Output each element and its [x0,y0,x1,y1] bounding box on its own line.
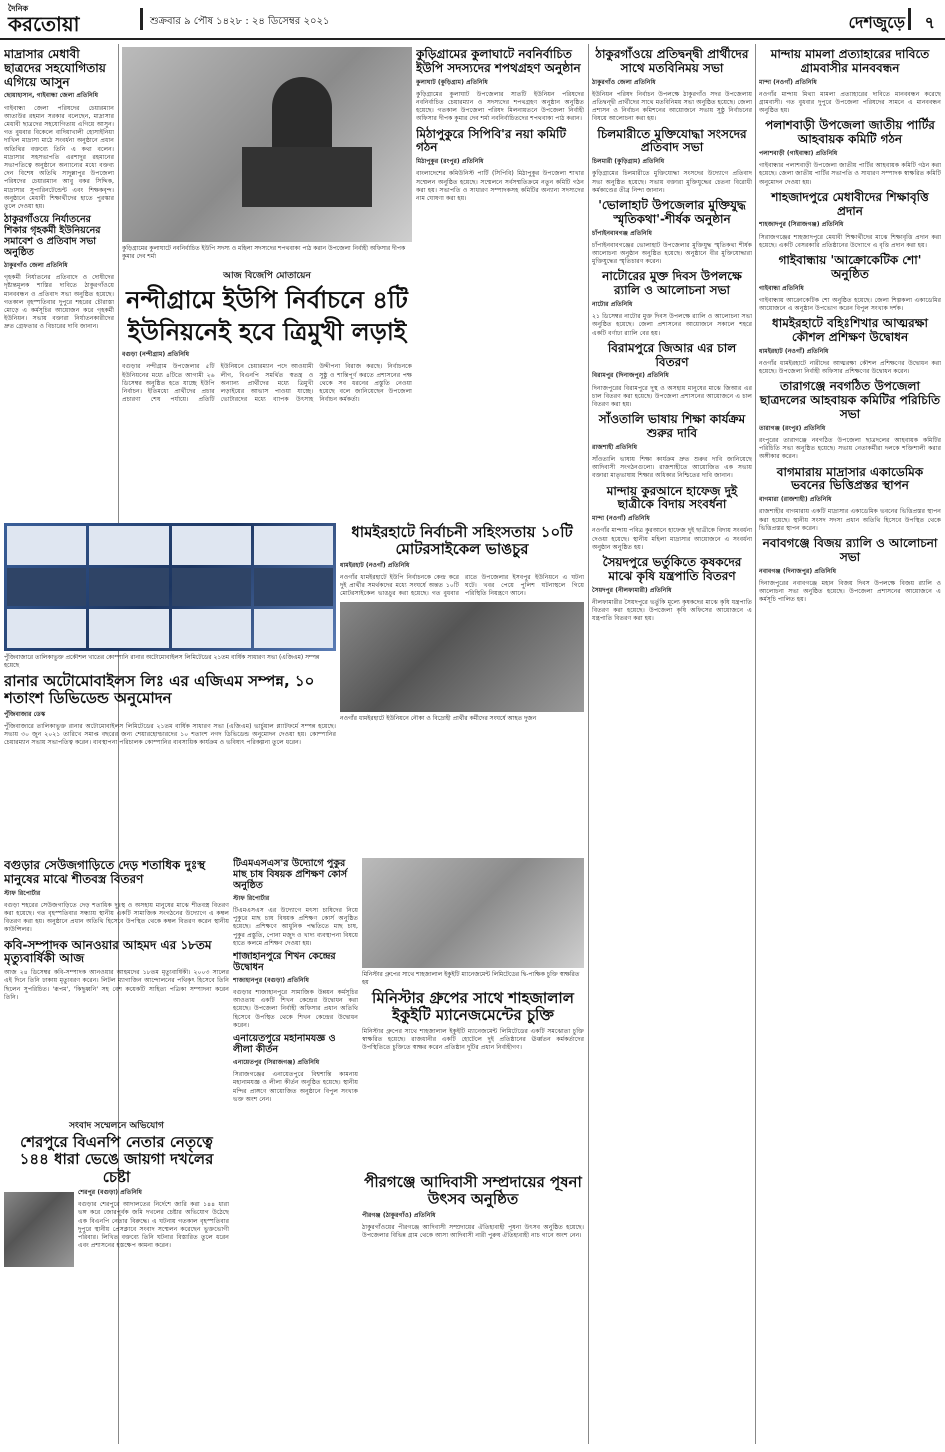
article-body: দিনাজপুরের বিরামপুরে দুস্থ ও অসহায় মানুষের মাঝে জিআর এর চাল বিতরণ করা হয়েছে। উপজেলা প্রশাসনের আয়োজনে এ চাল বিতরণ করা হয়। [592,384,752,409]
article-body: গাইবান্ধায় আক্রোকেটিক শো অনুষ্ঠিত হয়েছে। জেলা শিল্পকলা একাডেমির আয়োজনে এ অনুষ্ঠান উপভোগ করেন বিপুল সংখ্যক দর্শক। [759,296,941,313]
headline: মাদ্রাসার মেধাবী ছাত্রদের সহযোগিতায় এগিয়ে আসুন [4,47,106,89]
headline: বাগমারায় মাদ্রাসার একাডেমিক ভবনের ভিত্তিপ্রস্তর স্থাপন [776,464,924,493]
dateline: শাজাহানপুর (বগুড়া) প্রতিনিধি [233,976,309,984]
article-body: ইউনিয়ন পরিষদ নির্বাচন উপলক্ষে ঠাকুরগাঁও সদর উপজেলায় প্রতিদ্বন্দ্বী প্রার্থীদের সাথে মতবিনিময় সভা অনুষ্ঠিত হয়েছে। জেলা প্রশাসন ও নির্বাচন কমিশনের আয়োজনে সভায় সুষ্ঠু নির্বাচনের বিষয়ে আলোচনা করা হয়। [592,90,752,123]
dateline: চাঁপাইনবাবগঞ্জ প্রতিনিধি [592,229,652,237]
column-four [759,44,941,1444]
photo-oath-ceremony [122,47,412,242]
headline: শাজাহানপুরে শিখন কেন্দ্রের উদ্বোধন [233,950,336,973]
photo-caption: কুড়িগ্রামের কুলাঘাটে নবনির্বাচিত ইউপি সদস্য ও মহিলা সদস্যদের শপথবাক্য পাঠ করান উপজেলা নির্বাহী অফিসার দীপক কুমার দেব শর্মা [122,245,406,260]
dateline: ঠাকুরগাঁও জেলা প্রতিনিধি [592,78,656,86]
photo-caption: নওগাঁর ধামইরহাটে ইউনিয়নে নৌকা ও বিদ্রোহী প্রার্থীর কর্মীদের সংঘর্ষে আহত দুজন [340,715,537,723]
headline: রানার অটোমোবাইলস লিঃ এর এজিএম সম্পন্ন, ১০ শতাংশ ডিভিডেন্ড অনুমোদন [4,672,315,708]
dateline: শুক্রবার ৯ পৌষ ১৪২৮ : ২৪ ডিসেম্বর ২০২১ [150,16,330,27]
newspaper-logo [8,4,79,35]
video-tile [172,609,251,648]
headline: সৈয়দপুরে ভর্তুকিতে কৃষকদের মাঝে কৃষি যন্ত্রপাতি বিতরণ [602,555,742,583]
dateline: ঠাকুরগাঁও জেলা প্রতিনিধি [4,261,68,269]
article-body: চাঁপাইনবাবগঞ্জের ভোলাহাট উপজেলার মুক্তিযুদ্ধ স্মৃতিকথা শীর্ষক আলোচনা অনুষ্ঠান অনুষ্ঠিত হয়েছে। অনুষ্ঠানে বীর মুক্তিযোদ্ধারা মুক্তিযুদ্ধের স্মৃতিচারণ করেন। [592,241,752,266]
dateline: স্টাফ রিপোর্টার [233,894,270,902]
video-tile [7,568,86,607]
speaker-figure [272,77,332,157]
article-body: কুড়িগ্রামের কুলাঘাট উপজেলার সাতটি ইউনিয়ন পরিষদের নবনির্বাচিত চেয়ারম্যান ও সদস্যদের শপথগ্রহণ অনুষ্ঠান অনুষ্ঠিত হয়েছে। গতকাল উপজেলা পরিষদ মিলনায়তনে উপজেলা নির্বাহী অফিসার দীপক কুমার দেব শর্মা নবনির্বাচিতদের শপথবাক্য পাঠ করান। [416,90,584,123]
article-body: মিনিস্টার গ্রুপের সাথে শাহজালাল ইকুইটি ম্যানেজমেন্ট লিমিটেডের একটি সমঝোতা চুক্তি স্বাক্ষরিত হয়েছে। রাজধানীর একটি হোটেলে দুই প্রতিষ্ঠানের ঊর্ধ্বতন কর্মকর্তাদের উপস্থিতিতে চুক্তিতে স্বাক্ষর করেন প্রতিষ্ঠান দুটির প্রধান নির্বাহীগণ। [362,1027,584,1051]
masthead-divider [140,8,143,30]
dateline: বাগমারা (রাজশাহী) প্রতিনিধি [759,496,832,504]
dateline: সৈয়দপুর (নীলফামারী) প্রতিনিধি [592,586,672,594]
column-three [592,44,752,1444]
article-runner-agm [4,520,336,850]
headline: মান্দায় কুরআনে হাফেজ দুই ছাত্রীকে বিদায় সংবর্ধনা [606,483,738,512]
headline: মিঠাপুকুরে সিপিবি'র নয়া কমিটি গঠন [416,126,566,155]
article-body: বগুড়া শহরের সেউজগাড়িতে দেড় শতাধিক দুঃস্থ ও অসহায় মানুষের মাঝে শীতবস্ত্র বিতরণ করা হয়েছে। গত বৃহস্পতিবার সন্ধ্যায় স্থানীয় একটি সামাজিক সংগঠনের উদ্যোগে এ কম্বল বিতরণ করা হয়। অনুষ্ঠানে প্রধান অতিথি হিসেবে উপস্থিত থেকে কম্বল বিতরণ করেন স্থানীয় কাউন্সিলর। [4,901,229,934]
dateline: তারাগঞ্জ (রংপুর) প্রতিনিধি [759,424,826,432]
headline: ধামইরহাটে নির্বাচনী সহিংসতায় ১০টি মোটরসাইকেল ভাঙচুর [351,523,573,559]
article-nandigram [122,270,412,515]
headline: কুড়িগ্রামের কুলাঘাটে নবনির্বাচিত ইউপি সদস্যদের শপথগ্রহণ অনুষ্ঠান [416,47,581,75]
video-tile [7,609,86,648]
dateline: মান্দা (নওগাঁ) প্রতিনিধি [592,515,650,523]
headline: শাহজাদপুরে মেধাবীদের শিক্ষাবৃত্তি প্রদান [771,189,929,218]
dateline: পীরগঞ্জ (ঠাকুরগাঁও) প্রতিনিধি [362,1211,436,1219]
video-conference-grid [4,523,336,651]
article-body: গৃহকর্মী নির্যাতনের প্রতিবাদে ও দোষীদের দৃষ্টান্তমূলক শাস্তির দাবিতে ঠাকুরগাঁওয়ে মানববন্ধন ও প্রতিবাদ সভা অনুষ্ঠিত হয়েছে। গতকাল বৃহস্পতিবার দুপুরে শহরের চৌরাস্তা মোড়ে এ কর্মসূচির আয়োজন করে গৃহকর্মী ইউনিয়ন। সভায় বক্তারা নির্যাতনকারীদের দ্রুত গ্রেফতার ও বিচারের দাবি জানান। [4,274,114,331]
article-body: কুড়িগ্রামের চিলমারীতে মুক্তিযোদ্ধা সংসদের উদ্যোগে প্রতিবাদ সভা অনুষ্ঠিত হয়েছে। সভায় বক্তারা মুক্তিযুদ্ধের চেতনা বিরোধী কর্মকাণ্ডের তীব্র নিন্দা জানান। [592,170,752,194]
article-body: বগুড়ার শাজাহানপুরে সামাজিক উন্নয়ন কর্মসূচির আওতায় একটি শিখন কেন্দ্রের উদ্বোধন করা হয়েছে। উপজেলা নির্বাহী অফিসার প্রধান অতিথি হিসেবে উপস্থিত থেকে শিখন কেন্দ্রের উদ্বোধন করেন। [233,989,358,1029]
dateline: শাহজাদপুর (সিরাজগঞ্জ) প্রতিনিধি [759,221,844,229]
kicker: সংবাদ সম্মেলনে অভিযোগ [69,1121,164,1131]
article-body: আজ ২৪ ডিসেম্বর কবি-সম্পাদক আনওয়ার আহমদের ১৮তম মৃত্যুবার্ষিকী। ২০০৩ সালের এই দিনে তিনি ঢাকায় মৃত্যুবরণ করেন। লিটল ম্যাগাজিন আন্দোলনের পথিকৃৎ হিসেবে তিনি ছিলেন সুপরিচিত। 'রূপম', 'কিছুধ্বনি' সহ বেশ কয়েকটি সাহিত্য পত্রিকা সম্পাদনা করেন তিনি। [4,969,229,1001]
photo-caption: মিনিস্টার গ্রুপের সাথে শাহজালাল ইকুইটি ম্যানেজমেন্ট লিমিটেডের দ্বি-পাক্ষিক চুক্তি স্বাক্ষরিত হয় [362,971,580,986]
headline: ধামইরহাটে বহিঃশিখার আত্মরক্ষা কৌশল প্রশিক্ষণ উদ্বোধন [772,316,928,345]
video-tile [89,568,168,607]
dateline: মিঠাপুকুর (রংপুর) প্রতিনিধি [416,158,484,166]
dateline: ছোয়াহাসান, গাইবান্ধা জেলা প্রতিনিধি [4,92,99,100]
article-winter-clothes [4,855,229,1115]
dateline: পুঁজিবাজার ডেস্ক [4,710,46,718]
photo-caption: পুঁজিবাজারে তালিকাভুক্ত প্রকৌশল খাতের কোম্পানি রানার অটোমোবাইলস লিমিটেডের ২১তম বার্ষিক সাধারণ সভা (এজিএম) সম্পন্ন হয়েছে [4,654,320,669]
photo-agreement-signing [362,858,584,968]
video-tile [172,526,251,565]
article-body: নওগাঁর ধামইরহাটে ইউপি নির্বাচনকে কেন্দ্র করে দুই প্রার্থীর সমর্থকদের মধ্যে সংঘর্ষে অন্তত ১০টি মোটরসাইকেল ভাঙচুর করা হয়েছে। গত বুধবার রাতে উপজেলার ইসবপুর ইউনিয়নে এ ঘটনা ঘটে। খবর পেয়ে পুলিশ ঘটনাস্থলে গিয়ে পরিস্থিতি নিয়ন্ত্রণে আনে। [340,573,584,598]
column-rule [755,44,756,1444]
headline: বিরামপুরে জিআর এর চাল বিতরণ [607,340,737,369]
headline: বগুড়ার সেউজগাড়িতে দেড় শতাধিক দুঃস্থ মানুষের মাঝে শীতবস্ত্র বিতরণ [4,858,206,886]
dateline: গাইবান্ধা প্রতিনিধি [759,284,804,292]
article-tmss [233,855,358,1445]
article-body: পুঁজিবাজারে তালিকাভুক্ত রানার অটোমোবাইলস লিমিটেডের ২১তম বার্ষিক সাধারণ সভা (এজিএম) ভার্চুয়াল প্ল্যাটফর্মে সম্পন্ন হয়েছে। সভায় ৩০ জুন ২০২১ তারিখে সমাপ্ত বছরের জন্য শেয়ারহোল্ডারদের ১০ শতাংশ নগদ ডিভিডেন্ড অনুমোদন দেওয়া হয়। কোম্পানির চেয়ারম্যান সভায় সভাপতিত্ব করেন। ব্যবস্থাপনা পরিচালক কোম্পানির ব্যবসায়িক কার্যক্রম ও ভবিষ্যৎ পরিকল্পনা তুলে ধরেন। [4,722,336,747]
article-madrasa [4,44,114,514]
article-body: রংপুরের তারাগঞ্জে নবগঠিত উপজেলা ছাত্রদলের আহবায়ক কমিটির পরিচিতি সভা অনুষ্ঠিত হয়েছে। সভায় নেতাকর্মীরা দলকে শক্তিশালী করার অঙ্গীকার করেন। [759,437,941,461]
article-body: ঠাকুরগাঁওয়ের পীরগঞ্জে আদিবাসী সম্প্রদায়ের ঐতিহ্যবাহী পূষনা উৎসব অনুষ্ঠিত হয়েছে। উপজেলার বিভিন্ন গ্রাম থেকে আসা আদিবাসী নারী পুরুষ ঐতিহ্যবাহী নাচ গানে অংশ নেন। [362,1223,584,1239]
article-minister-group [362,855,584,1165]
headline: নাটোরের মুক্ত দিবস উপলক্ষে র‌্যালি ও আলোচনা সভা [602,269,742,298]
video-tile [89,609,168,648]
article-body: বগুড়ার নন্দীগ্রাম উপজেলার ৫টি ইউনিয়নের মধ্যে ৪টিতে আগামী ২৬ ডিসেম্বর অনুষ্ঠিত হতে যাচ্ছে ইউপি নির্বাচন। ইতিমধ্যে প্রার্থীদের প্রচার প্রচারণা শেষ পর্যায়ে। প্রতিটি ইউনিয়নে চেয়ারম্যান পদে আওয়ামী লীগ, বিএনপি সমর্থিত স্বতন্ত্র ও অন্যান্য প্রার্থীদের মধ্যে ত্রিমুখী লড়াইয়ের আভাস পাওয়া যাচ্ছে। ভোটারদের মধ্যে ব্যাপক উৎসাহ উদ্দীপনা বিরাজ করছে। নির্বাচনকে সুষ্ঠু ও শান্তিপূর্ণ করতে প্রশাসনের পক্ষ থেকে সব ধরনের প্রস্তুতি নেওয়া হয়েছে বলে জানিয়েছেন উপজেলা নির্বাচন কর্মকর্তা। [122,363,412,404]
column-rule [588,44,589,1444]
headline: নন্দীগ্রামে ইউপি নির্বাচনে ৪টি ইউনিয়নেই হবে ত্রিমুখী লড়াই [126,286,408,347]
dateline: শেরপুর (বগুড়া) প্রতিনিধি [78,1188,143,1196]
video-tile [254,568,333,607]
article-body: সিরাজগঞ্জের শাহজাদপুরে মেধাবী শিক্ষার্থীদের মাঝে শিক্ষাবৃত্তি প্রদান করা হয়েছে। একটি বেসরকারি প্রতিষ্ঠানের উদ্যোগে এ বৃত্তি প্রদান করা হয়। [759,233,941,249]
headline: পীরগঞ্জে আদিবাসী সম্প্রদায়ের পূষনা উৎসব অনুষ্ঠিত [364,1173,582,1209]
headline: টিএমএসএস'র উদ্যোগে পুকুর মাছ চাষ বিষয়ক প্রশিক্ষণ কোর্স অনুষ্ঠিত [233,858,348,891]
article-body: টিএমএসএস এর উদ্যোগে মৎস্য চাষিদের নিয়ে পুকুরে মাছ চাষ বিষয়ক প্রশিক্ষণ কোর্স অনুষ্ঠিত হয়েছে। প্রশিক্ষণে আধুনিক পদ্ধতিতে মাছ চাষ, পুকুর প্রস্তুতি, পোনা মজুদ ও খাদ্য ব্যবস্থাপনা বিষয়ে হাতে কলমে প্রশিক্ষণ দেওয়া হয়। [233,906,358,947]
article-body: নওগাঁর মান্দায় পবিত্র কুরআনে হাফেজ দুই ছাত্রীকে বিদায় সংবর্ধনা দেওয়া হয়েছে। স্থানীয় মহিলা মাদ্রাসার আয়োজনে এ সংবর্ধনা অনুষ্ঠান অনুষ্ঠিত হয়। [592,527,752,551]
headline: পলাশবাড়ী উপজেলা জাতীয় পার্টির আহবায়ক কমিটি গঠন [765,118,935,147]
masthead-divider [908,8,911,30]
photo-injured [340,602,584,712]
article-body: ২১ ডিসেম্বর নাটোর মুক্ত দিবস উপলক্ষে র‌্যালি ও আলোচনা সভা অনুষ্ঠিত হয়েছে। জেলা প্রশাসনের আয়োজনে সকালে শহরে একটি বর্ণাঢ্য র‌্যালি বের হয়। [592,313,752,337]
article-body: বাংলাদেশের কমিউনিস্ট পার্টি (সিপিবি) মিঠাপুকুর উপজেলা শাখার সম্মেলন অনুষ্ঠিত হয়েছে। সম্মেলনে সর্বসম্মতিক্রমে নতুন কমিটি গঠন করা হয়। সভাপতি ও সাধারণ সম্পাদকসহ কমিটির অন্যান্য সদস্যদের নাম ঘোষণা করা হয়। [416,170,584,203]
logo-main-text: করতোয়া [8,12,80,36]
photo-block [122,44,412,269]
headline: নবাবগঞ্জে বিজয় র‌্যালি ও আলোচনা সভা [762,536,938,564]
dateline: স্টাফ রিপোর্টার [4,889,41,897]
dateline: ধামইরহাট (নওগাঁ) প্রতিনিধি [759,347,829,355]
dateline: বিরামপুর (দিনাজপুর) প্রতিনিধি [592,372,669,380]
dateline: ধামইরহাট (নওগাঁ) প্রতিনিধি [340,561,410,569]
video-tile [89,526,168,565]
article-body: গাইবান্ধার পলাশবাড়ী উপজেলা জাতীয় পার্টির আহবায়ক কমিটি গঠন করা হয়েছে। জেলা জাতীয় পার্টির সভাপতি ও সাধারণ সম্পাদক স্বাক্ষরিত কমিটি অনুমোদন দেওয়া হয়। [759,162,941,186]
headline: কবি-সম্পাদক আনওয়ার আহমদ এর ১৮তম মৃত্যুবার্ষিকী আজ [4,937,212,966]
dateline: এনায়েতপুর (সিরাজগঞ্জ) প্রতিনিধি [233,1058,320,1066]
headline: এনায়েতপুরে মহানামযজ্ঞ ও লীলা কীর্তন [233,1033,336,1055]
dateline: রাজশাহী প্রতিনিধি [592,443,638,451]
page-number: ৭ [924,13,935,32]
headline: গাইবান্ধায় 'আক্রোকেটিক শো' অনুষ্ঠিত [778,253,922,281]
headline: শেরপুরে বিএনপি নেতার নেতৃত্বে ১৪৪ ধারা ভেঙে জায়গা দখলের চেষ্টা [19,1133,214,1186]
video-tile [7,526,86,565]
dateline: পলাশবাড়ী (গাইবান্ধা) প্রতিনিধি [759,150,838,157]
dateline: কুলাঘাট (কুড়িগ্রাম) প্রতিনিধি [416,78,488,86]
article-body: সিরাজগঞ্জের এনায়েতপুরে বিশ্বশান্তি কামনায় মহানামযজ্ঞ ও লীলা কীর্তন অনুষ্ঠিত হয়েছে। স্থানীয় মন্দির প্রাঙ্গণে আয়োজিত অনুষ্ঠানে বিপুল সংখ্যক ভক্ত অংশ নেন। [233,1071,358,1103]
video-tile [254,609,333,648]
headline: ঠাকুরগাঁওয়ে নির্যাতনের শিকার গৃহকর্মী ইউনিয়নের সমাবেশ ও প্রতিবাদ সভা অনুষ্ঠিত [4,214,101,258]
headline: সাঁওতালি ভাষায় শিক্ষা কার্যক্রম শুরুর দাবি [598,412,746,441]
article-body: দিনাজপুরের নবাবগঞ্জে মহান বিজয় দিবস উপলক্ষে বিজয় র‌্যালি ও আলোচনা সভা অনুষ্ঠিত হয়েছে। উপজেলা প্রশাসনের আয়োজনে এ কর্মসূচি পালিত হয়। [759,579,941,604]
dateline: চিলমারী (কুড়িগ্রাম) প্রতিনিধি [592,158,665,166]
headline: তারাগঞ্জে নবগঠিত উপজেলা ছাত্রদলের আহবায়ক কমিটির পরিচিতি সভা [759,379,941,422]
article-body: গাইবান্ধা জেলা পরিষদের চেয়ারম্যান আতাউর রহমান সরকার বলেছেন, মাদ্রাসার মেধাবী ছাত্রদের সহযোগিতায় এগিয়ে আসুন। গত বুধবার বিকেলে বাদিয়াখালী হোসাইনিয়া দাখিল মাদ্রাসা মাঠে সংবর্ধনা অনুষ্ঠানে প্রধান অতিথির বক্তব্যে তিনি এ কথা বলেন। মাদ্রাসার সহসভাপতি এরশাদুর রহমানের সভাপতিত্বে অনুষ্ঠানে অন্যান্যের মধ্যে বক্তব্য দেন বিশেষ অতিথি সাদুল্লাপুর উপজেলা পরিষদের চেয়ারম্যান আবু বকর সিদ্দিক, মাদ্রাসার সুপারিনটেন্ডেন্ট এবং শিক্ষকবৃন্দ। অনুষ্ঠানে মেধাবী শিক্ষার্থীদের হাতে পুরস্কার তুলে দেওয়া হয়। [4,104,114,211]
article-body: নীলফামারীর সৈয়দপুরে ভর্তুকি মূল্যে কৃষকদের মাঝে কৃষি যন্ত্রপাতি বিতরণ করা হয়েছে। উপজেলা কৃষি অফিসের আয়োজনে এ যন্ত্রপাতি বিতরণ করা হয়। [592,598,752,623]
headline: মান্দায় মামলা প্রত্যাহারের দাবিতে গ্রামবাসীর মানববন্ধন [770,47,930,75]
article-dhamoirhat-violence [340,520,584,850]
article-body: সাঁওতালি ভাষায় শিক্ষা কার্যক্রম দ্রুত শুরুর দাবি জানিয়েছে আদিবাসী সংগঠনগুলো। রাজশাহীতে আয়োজিত এক সভায় বক্তারা মাতৃভাষায় শিক্ষার অধিকার নিশ্চিতের দাবি জানান। [592,456,752,480]
article-body: নওগাঁর ধামইরহাটে নারীদের আত্মরক্ষা কৌশল প্রশিক্ষণের উদ্বোধন করা হয়েছে। উপজেলা নির্বাহী অফিসার প্রশিক্ষণের উদ্বোধন করেন। [759,360,941,376]
article-pirganj [362,1170,584,1445]
headline: 'ভোলাহাট উপজেলার মুক্তিযুদ্ধ স্মৃতিকথা'-শীর্ষক অনুষ্ঠান [598,198,746,226]
podium [242,147,372,207]
dateline: নাটোর প্রতিনিধি [592,301,633,309]
logo-top-text: দৈনিক [8,3,29,13]
dateline: বগুড়া (নন্দীগ্রাম) প্রতিনিধি [122,351,190,359]
dateline: নবাবগঞ্জ (দিনাজপুর) প্রতিনিধি [759,567,837,575]
article-body: রাজশাহীর বাগমারায় একটি মাদ্রাসার একাডেমিক ভবনের ভিত্তিপ্রস্তর স্থাপন করা হয়েছে। স্থানীয় সংসদ সদস্য প্রধান অতিথি হিসেবে উপস্থিত থেকে ভিত্তিপ্রস্তর স্থাপন করেন। [759,508,941,532]
dateline: মান্দা (নওগাঁ) প্রতিনিধি [759,78,817,86]
article-kulaghat [416,44,584,344]
article-body: নওগাঁর মান্দায় মিথ্যা মামলা প্রত্যাহারের দাবিতে মানববন্ধন করেছে গ্রামবাসী। গত বুধবার দুপুরে উপজেলা পরিষদের সামনে এ মানববন্ধন অনুষ্ঠিত হয়। [759,90,941,115]
video-tile [254,526,333,565]
section-title: দেশজুড়ে [848,13,905,32]
headline: ঠাকুরগাঁওয়ে প্রতিদ্বন্দ্বী প্রার্থীদের সাথে মতবিনিময় সভা [595,47,749,75]
article-body: বগুড়ার শেরপুরে আদালতের নির্দেশে জারি করা ১৪৪ ধারা ভঙ্গ করে জোরপূর্বক জমি দখলের চেষ্টার অভিযোগ উঠেছে এক বিএনপি নেতার বিরুদ্ধে। এ ঘটনায় গতকাল বৃহস্পতিবার দুপুরে স্থানীয় প্রেসক্লাবে সংবাদ সম্মেলন করেছেন ভুক্তভোগী পরিবার। লিখিত বক্তব্যে তিনি ঘটনার বিস্তারিত তুলে ধরেন এবং প্রশাসনের হস্তক্ষেপ কামনা করেন। [78,1201,229,1250]
article-sherpur [4,1120,229,1445]
video-tile [172,568,251,607]
photo-press-conference [4,1192,74,1267]
masthead [0,0,945,40]
kicker: আজ বিজেপি মোতায়েন [223,271,311,281]
headline: মিনিস্টার গ্রুপের সাথে শাহজালাল ইকুইটি ম্যানেজমেন্টের চুক্তি [372,989,574,1025]
headline: চিলমারীতে মুক্তিযোদ্ধা সংসদের প্রতিবাদ সভা [597,126,747,155]
